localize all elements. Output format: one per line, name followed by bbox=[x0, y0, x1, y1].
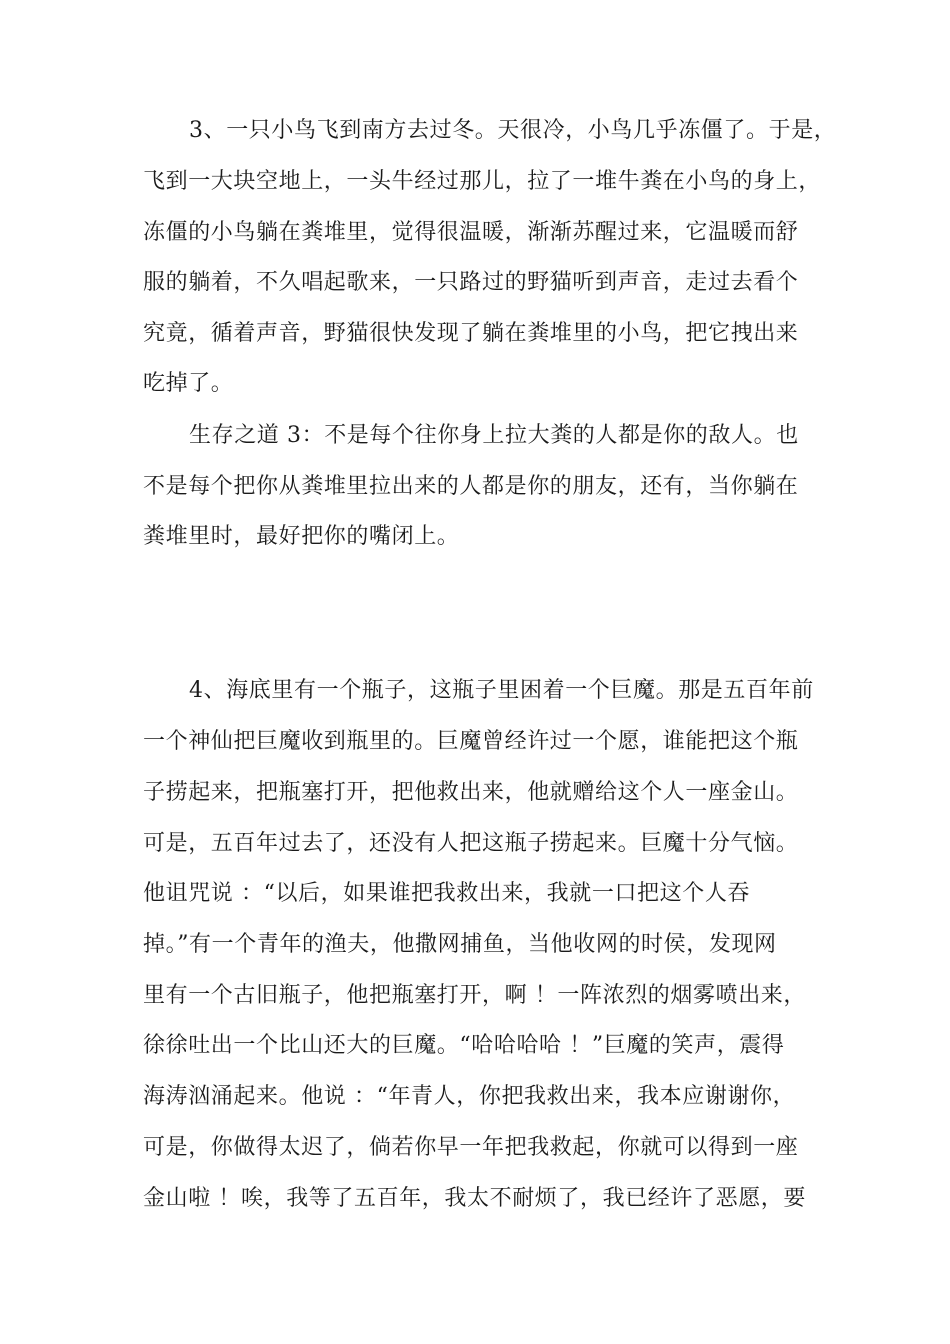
paragraph-1-line-3: 冻僵的小鸟躺在粪堆里，觉得很温暖，渐渐苏醒过来，它温暖而舒 bbox=[143, 220, 799, 245]
paragraph-3-line-8: 徐徐吐出一个比山还大的巨魔。“哈哈哈哈 ！”巨魔的笑声，震得 bbox=[143, 1033, 785, 1058]
paragraph-1-line-4: 服的躺着，不久唱起歌来，一只路过的野猫听到声音，走过去看个 bbox=[143, 270, 799, 295]
paragraph-3-line-2: 一个神仙把巨魔收到瓶里的。巨魔曾经许过一个愿，谁能把这个瓶 bbox=[143, 729, 799, 754]
paragraph-2-line-3: 粪堆里时，最好把你的嘴闭上。 bbox=[143, 524, 460, 549]
paragraph-3-line-1: 4、海底里有一个瓶子，这瓶子里困着一个巨魔。那是五百年前 bbox=[189, 678, 814, 703]
paragraph-1-line-6: 吃掉了。 bbox=[143, 371, 234, 396]
paragraph-3-line-4: 可是，五百年过去了，还没有人把这瓶子捞起来。巨魔十分气恼。 bbox=[143, 831, 799, 856]
paragraph-1-line-2: 飞到一大块空地上，一头牛经过那儿，拉了一堆牛粪在小鸟的身上， bbox=[143, 169, 822, 194]
paragraph-3-line-6: 掉。”有一个青年的渔夫，他撒网捕鱼，当他收网的时侯，发现网 bbox=[143, 932, 777, 957]
paragraph-3-line-5: 他诅咒说 ：“以后，如果谁把我救出来，我就一口把这个人吞 bbox=[143, 881, 751, 906]
paragraph-2-line-1: 生存之道 3：不是每个往你身上拉大粪的人都是你的敌人。也 bbox=[189, 423, 799, 448]
paragraph-3-line-9: 海涛汹涌起来。他说 ：“年青人，你把我救出来，我本应谢谢你， bbox=[143, 1084, 796, 1109]
paragraph-3-line-7: 里有一个古旧瓶子，他把瓶塞打开，啊 ！一阵浓烈的烟雾喷出来， bbox=[143, 983, 806, 1008]
paragraph-2-line-2: 不是每个把你从粪堆里拉出来的人都是你的朋友，还有，当你躺在 bbox=[143, 474, 799, 499]
paragraph-1-line-5: 究竟，循着声音，野猫很快发现了躺在粪堆里的小鸟，把它拽出来 bbox=[143, 321, 799, 346]
paragraph-1-line-1: 3、一只小鸟飞到南方去过冬。天很冷，小鸟几乎冻僵了。于是， bbox=[189, 118, 837, 143]
paragraph-3-line-10: 可是，你做得太迟了，倘若你早一年把我救起，你就可以得到一座 bbox=[143, 1135, 799, 1160]
paragraph-3-line-3: 子捞起来，把瓶塞打开，把他救出来，他就赠给这个人一座金山。 bbox=[143, 780, 799, 805]
paragraph-3-line-11: 金山啦 ！唉，我等了五百年，我太不耐烦了，我已经许了恶愿，要 bbox=[143, 1186, 806, 1211]
